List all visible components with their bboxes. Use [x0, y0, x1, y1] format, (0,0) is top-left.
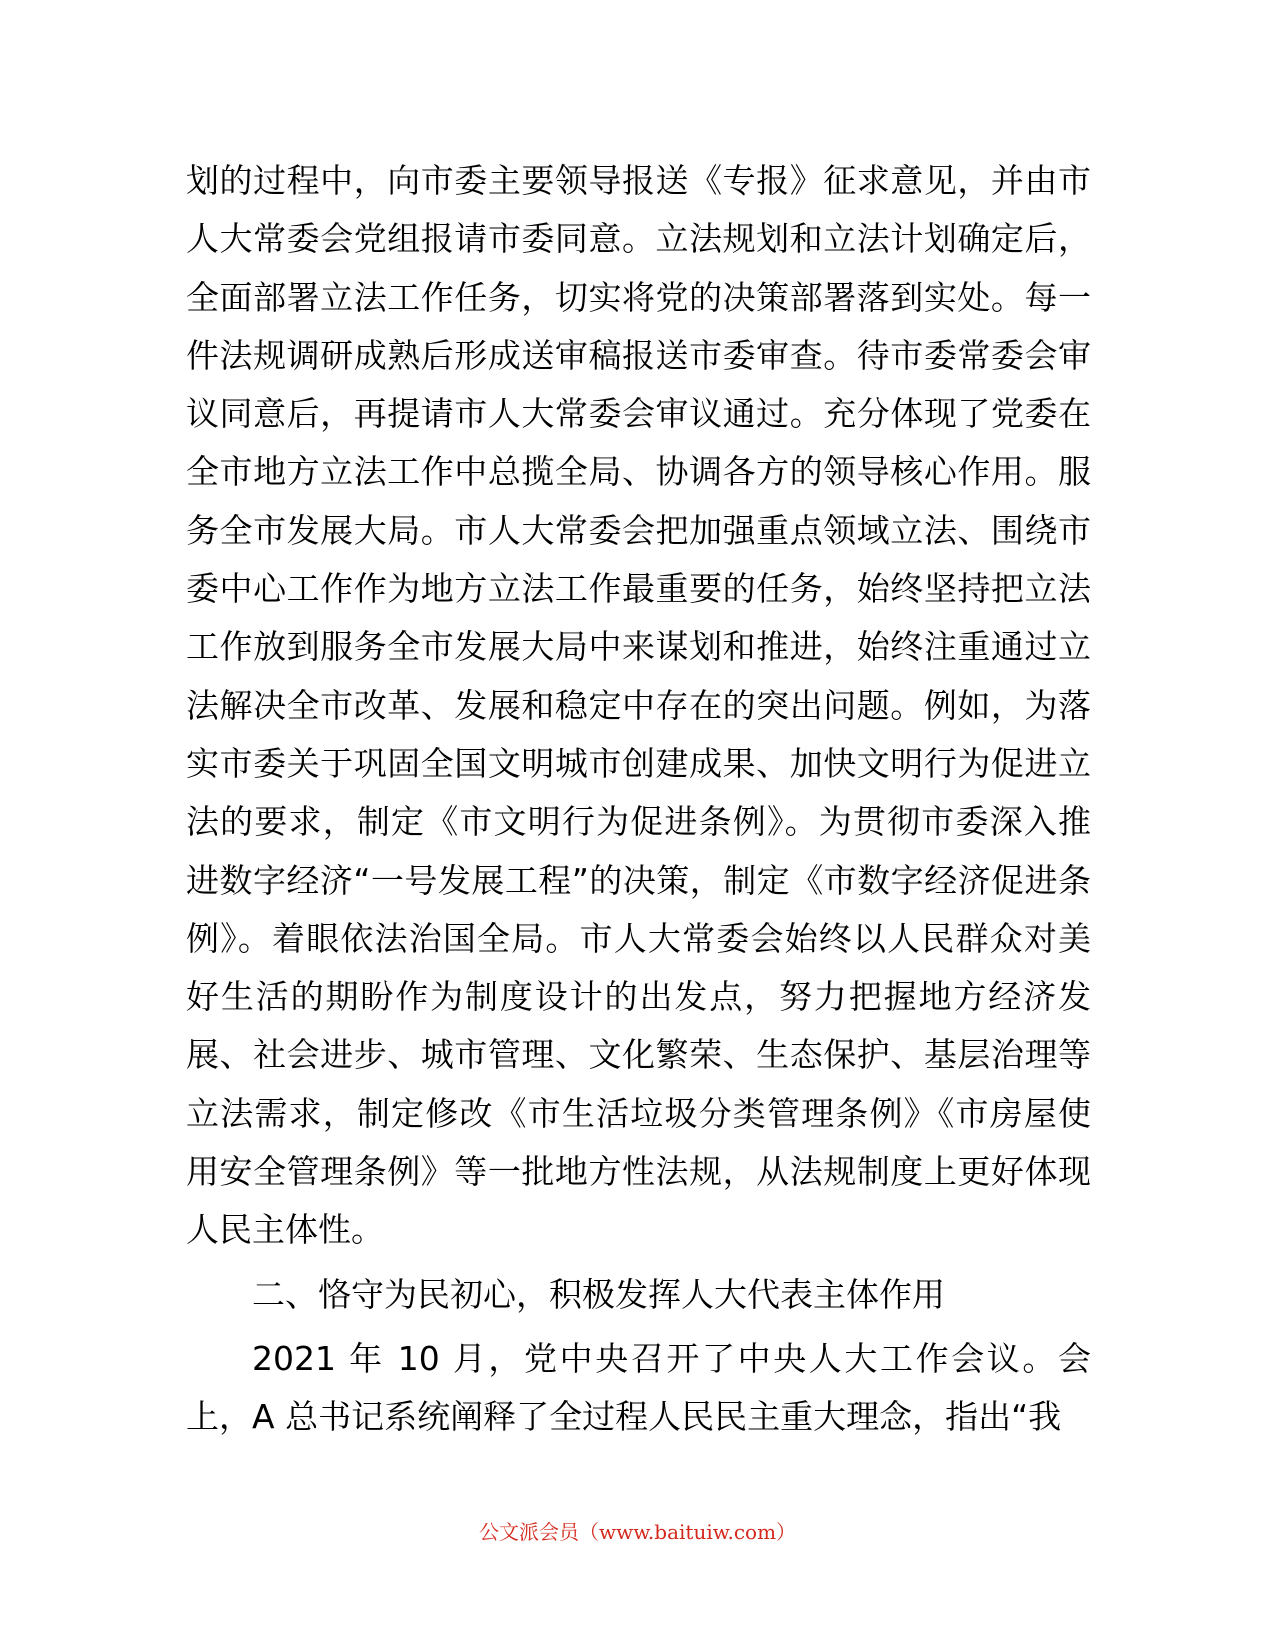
- footer-watermark-text: 公文派会员（www.baituiw.com）: [478, 1520, 797, 1544]
- body-paragraph-1: 划的过程中，向市委主要领导报送《专报》征求意见，并由市人大常委会党组报请市委同意。立法规划和立法计划确定后，全面部署立法工作任务，切实将党的决策部署落到实处。每一件法规调研成熟后形成送审稿报送市委审查。待市委常委会审议同意后，再提请市人大常委会审议通过。充分体现了党委在全市地方立法工作中总揽全局、协调各方的领导核心作用。服务全市发展大局。市人大常委会把加强重点领域立法、围绕市委中心工作作为地方立法工作最重要的任务，始终坚持把立法工作放到服务全市发展大局中来谋划和推进，始终注重通过立法解决全市改革、发展和稳定中存在的突出问题。例如，为落实市委关于巩固全国文明城市创建成果、加快文明行为促进立法的要求，制定《市文明行为促进条例》。为贯彻市委深入推进数字经济“一号发展工程”的决策，制定《市数字经济促进条例》。着眼依法治国全局。市人大常委会始终以人民群众对美好生活的期盼作为制度设计的出发点，努力把握地方经济发展、社会进步、城市管理、文化繁荣、生态保护、基层治理等立法需求，制定修改《市生活垃圾分类管理条例》《市房屋使用安全管理条例》等一批地方性法规，从法规制度上更好体现人民主体性。: [186, 161, 1091, 1250]
- section-heading-2: 二、恪守为民初心，积极发挥人大代表主体作用: [252, 1274, 945, 1314]
- body-paragraph-2: 2021 年 10 月，党中央召开了中央人大工作会议。会上，A 总书记系统阐释了全过程人民民主重大理念，指出“我: [186, 1338, 1091, 1437]
- document-body: [186, 152, 1091, 1447]
